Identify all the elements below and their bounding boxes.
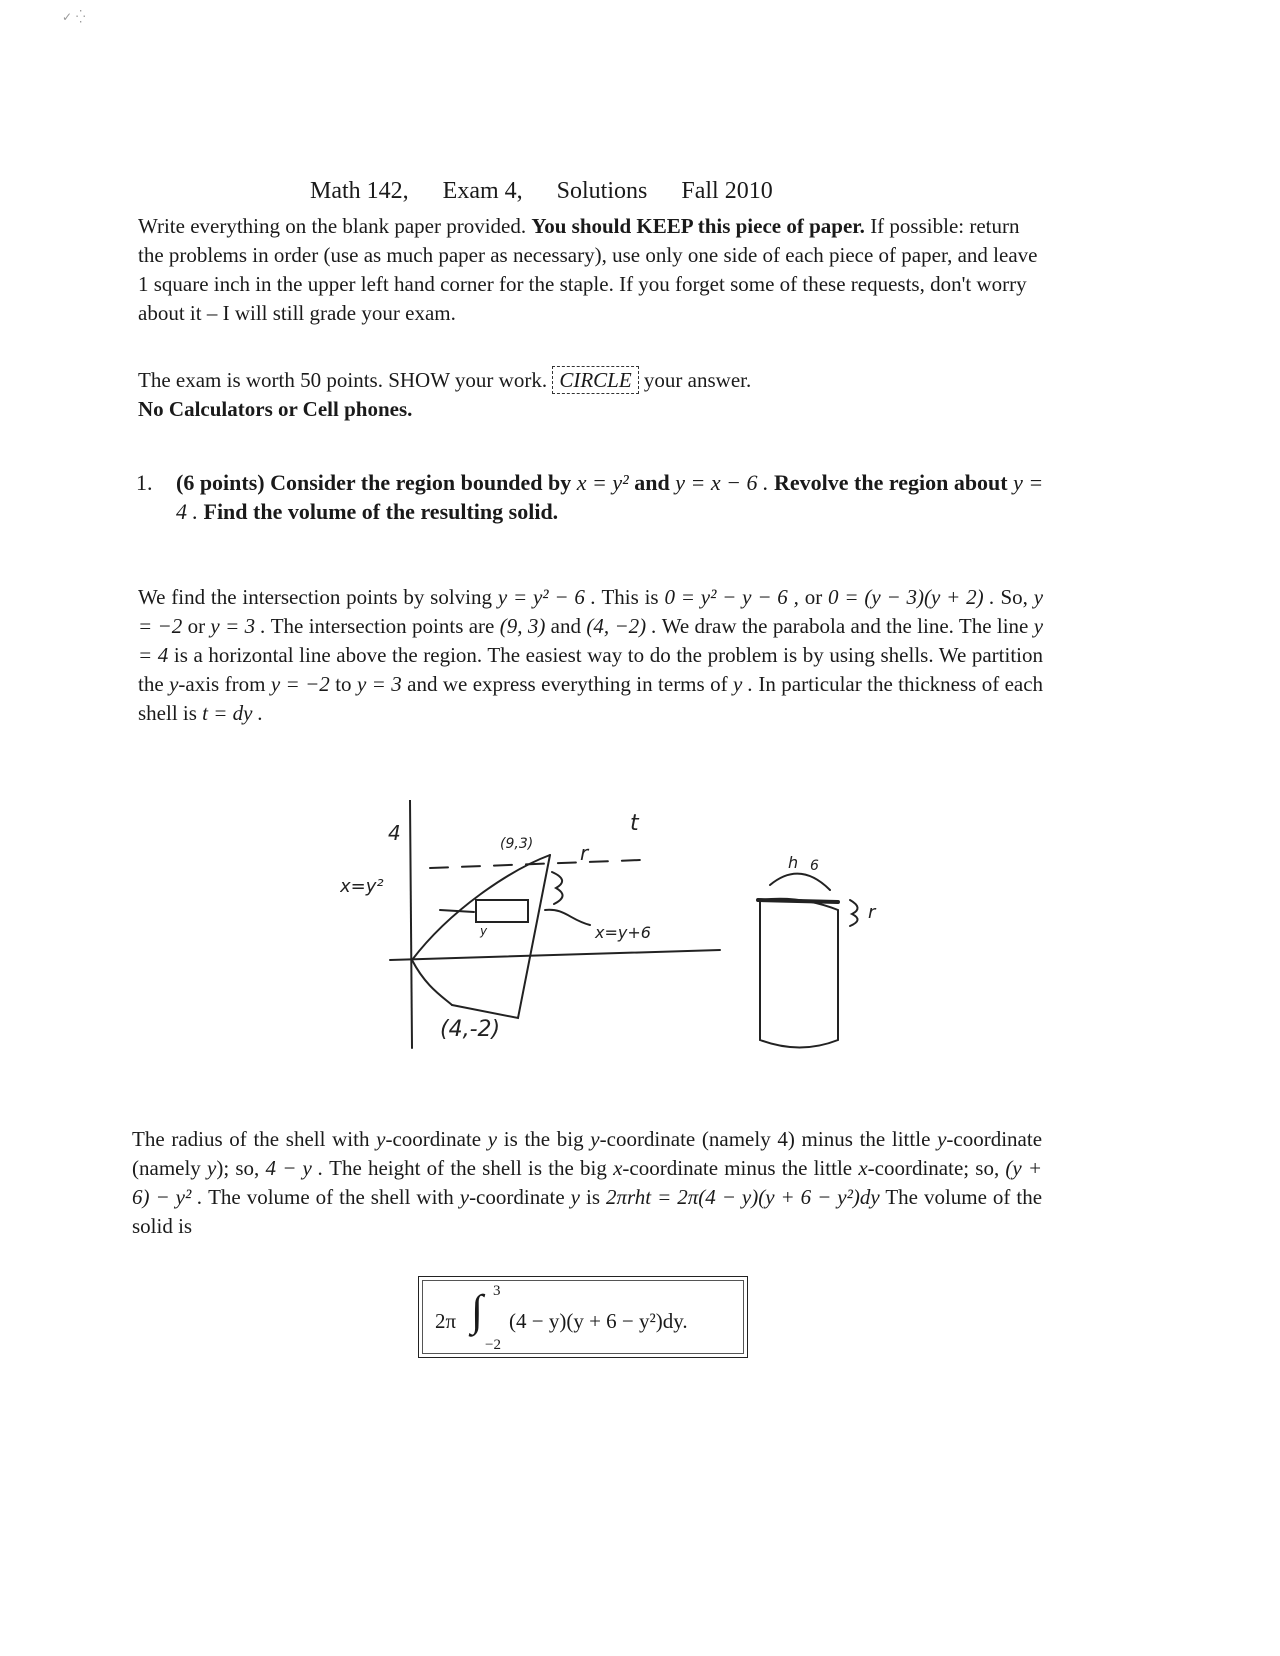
sol2-text: The volume of the shell with bbox=[208, 1185, 454, 1209]
sol2-text: -coordinate; so, bbox=[867, 1156, 1000, 1180]
sketch-label-t: t bbox=[630, 811, 639, 836]
title-exam: Exam 4, bbox=[442, 178, 523, 204]
points-text: The exam is worth 50 points. SHOW your work. bbox=[138, 368, 548, 392]
sol2-math: y bbox=[376, 1127, 386, 1151]
sketch-label-h: h bbox=[788, 853, 799, 872]
sketch-label-top: (9,3) bbox=[500, 836, 534, 852]
sol1-math: y = y² − 6 . bbox=[497, 585, 596, 609]
sol2-math: y bbox=[570, 1185, 580, 1209]
points-paragraph bbox=[138, 366, 1038, 424]
answer-box-inner bbox=[422, 1280, 744, 1354]
sol2-math: x bbox=[613, 1156, 623, 1180]
sketch-label-r2: r bbox=[868, 902, 876, 923]
sol1-text: The intersection points are bbox=[270, 614, 495, 638]
sketch-parabola-lower bbox=[412, 960, 452, 1005]
instructions-text-a: Write everything on the blank paper provided. bbox=[138, 214, 527, 238]
circle-box-word: CIRCLE bbox=[552, 366, 638, 394]
sol2-text: -coordinate (namely bbox=[132, 1127, 1043, 1180]
integral-sign: ∫ bbox=[471, 1286, 484, 1335]
problem-text-c: Find the volume of the resulting solid. bbox=[203, 499, 559, 524]
scan-corner-mark: ✓ ⁛ bbox=[62, 10, 86, 24]
sol1-math: y bbox=[169, 672, 179, 696]
problem-eq-line: y = x − 6 . bbox=[675, 470, 769, 495]
sol1-math: (9, 3) bbox=[499, 614, 546, 638]
sol2-text: is the big bbox=[503, 1127, 584, 1151]
problem-eq-parabola: x = y² bbox=[576, 470, 629, 495]
problem-number: 1. bbox=[136, 470, 153, 495]
sketch-label-r: r bbox=[580, 841, 589, 865]
sketch-y-axis bbox=[410, 800, 412, 1048]
sol2-math: (y + 6) − y² . bbox=[132, 1156, 1043, 1209]
answer-box bbox=[418, 1276, 748, 1358]
sol2-text: The radius of the shell with bbox=[132, 1127, 370, 1151]
problem-text-b: Revolve the region about bbox=[773, 470, 1008, 495]
title-course: Math 142, bbox=[310, 178, 409, 204]
points-text-b: your answer. bbox=[643, 368, 752, 392]
sol1-text: We find the intersection points by solving bbox=[138, 585, 493, 609]
sketch-parabola-upper bbox=[412, 855, 550, 960]
integral-upper-limit: 3 bbox=[493, 1283, 501, 1299]
sol1-math: (4, −2) . bbox=[586, 614, 657, 638]
sol1-math: y = −2 bbox=[270, 672, 330, 696]
page-title bbox=[310, 178, 870, 205]
sketch-label-bottom: (4,-2) bbox=[440, 1017, 501, 1042]
sol2-text: -coordinate bbox=[469, 1185, 565, 1209]
sol2-math: 4 − y . bbox=[265, 1156, 324, 1180]
instructions-text-b: If possible: return the problems in order (use as much paper as necessary), use only one side of each piece of paper, and leave 1 square inch in the upper left hand corner for the staple. If you forget some of these requests, don't worry about it – I will still grade your exam. bbox=[138, 214, 1038, 325]
sol2-text: ); so, bbox=[216, 1156, 260, 1180]
sol1-math: y = −2 bbox=[138, 585, 1044, 638]
title-kind: Solutions bbox=[556, 178, 648, 204]
sol1-text: -axis from bbox=[178, 672, 266, 696]
sketch-brace-r2 bbox=[850, 900, 858, 926]
sol2-text: -coordinate minus the little bbox=[622, 1156, 853, 1180]
problem-points: (6 points) bbox=[176, 470, 265, 495]
sketch-label-parabola: x=y² bbox=[340, 876, 384, 897]
sol1-math: y = 3 bbox=[356, 672, 402, 696]
instructions-paragraph bbox=[138, 212, 1038, 328]
sol1-math: t = dy . bbox=[202, 701, 263, 725]
instructions-keep-bold: You should KEEP this piece of paper. bbox=[531, 214, 865, 238]
sketch-label-line: x=y+6 bbox=[595, 923, 651, 942]
solution-paragraph-2 bbox=[132, 1125, 1042, 1241]
sol1-text: and we express everything in terms of bbox=[407, 672, 728, 696]
sol2-text: -coordinate bbox=[385, 1127, 482, 1151]
sol1-text: In particular the thickness of each shell is bbox=[138, 672, 1044, 725]
sol1-text: This is bbox=[601, 585, 659, 609]
no-calculators-notice: No Calculators or Cell phones. bbox=[138, 397, 413, 421]
sol2-text: is bbox=[585, 1185, 600, 1209]
sol2-math: y bbox=[487, 1127, 498, 1151]
sol1-math: y = 4 bbox=[138, 614, 1044, 667]
sketch-label-y: y bbox=[480, 924, 488, 938]
sol1-text: We draw the parabola and the line. The line bbox=[661, 614, 1029, 638]
problem-text-a: Consider the region bounded by bbox=[270, 470, 572, 495]
sol1-text: and bbox=[550, 614, 581, 638]
sketch-arrow-right bbox=[545, 910, 590, 925]
sol2-math: y bbox=[590, 1127, 600, 1151]
sol2-math: 2πrht = 2π(4 − y)(y + 6 − y²)dy bbox=[605, 1185, 880, 1209]
integral-lower-limit: −2 bbox=[485, 1337, 501, 1353]
sketch-label-6: 6 bbox=[810, 858, 819, 874]
sol1-math: 0 = (y − 3)(y + 2) . bbox=[828, 585, 995, 609]
integrand: (4 − y)(y + 6 − y²)dy. bbox=[509, 1309, 688, 1333]
sketch-arrow-left bbox=[440, 910, 474, 912]
sol1-text: is a horizontal line above the region. The easiest way to do the problem is by using shells. We partition the bbox=[138, 643, 1044, 696]
sketch-brace-r bbox=[552, 872, 563, 904]
sol1-math: 0 = y² − y − 6 , bbox=[664, 585, 799, 609]
sketch-shell-top bbox=[758, 900, 838, 902]
sketch-x-axis bbox=[390, 950, 720, 960]
sketch-label-4: 4 bbox=[388, 821, 401, 845]
sketch-shell-rect bbox=[476, 900, 528, 922]
problem-and: and bbox=[634, 470, 670, 495]
sol2-text: The height of the shell is the big bbox=[329, 1156, 607, 1180]
solution-paragraph-1 bbox=[138, 583, 1043, 728]
sol2-math: y bbox=[937, 1127, 947, 1151]
sol2-math: y bbox=[459, 1185, 470, 1209]
sol1-text: So, bbox=[1000, 585, 1028, 609]
sol2-math: y bbox=[207, 1156, 217, 1180]
sol1-math: y . bbox=[733, 672, 753, 696]
hand-sketch bbox=[340, 800, 940, 1060]
problem-1 bbox=[136, 468, 1046, 526]
sol2-text: The volume of the solid is bbox=[132, 1185, 1043, 1238]
sketch-shell-cylinder bbox=[760, 899, 838, 1048]
answer-coefficient: 2π bbox=[435, 1309, 457, 1333]
sol1-math: y = 3 . bbox=[210, 614, 266, 638]
sol2-text: -coordinate (namely 4) minus the little bbox=[599, 1127, 931, 1151]
problem-statement bbox=[176, 468, 1046, 526]
sol1-text: to bbox=[335, 672, 352, 696]
title-term: Fall 2010 bbox=[681, 178, 773, 204]
sol1-text: or bbox=[187, 614, 206, 638]
sol1-text: or bbox=[804, 585, 823, 609]
problem-axis: y = 4 . bbox=[176, 470, 1044, 524]
sol2-math: x bbox=[858, 1156, 868, 1180]
sketch-shell-height-arc bbox=[770, 874, 830, 890]
